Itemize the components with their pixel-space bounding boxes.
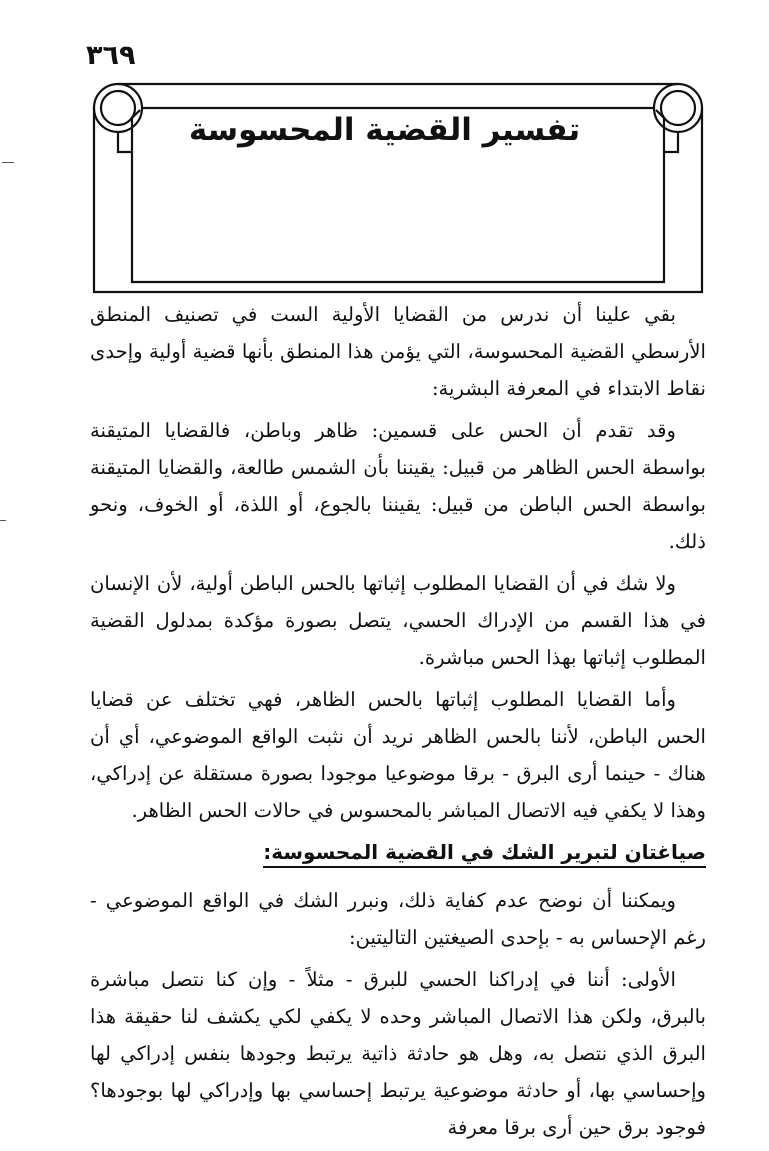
paragraph: وأما القضايا المطلوب إثباتها بالحس الظاهر، فهي تختلف عن قضايا الحس الباطن، لأننا بالحس الظاهر نريد أن نثبت الواقع الموضوعي، أي أن هناك - حينما أرى البرق - برقا موضوعيا موجودا بصورة مستقلة عن إدراكي، وهذا لا يكفي فيه الاتصال المباشر بالمحسوس في حالات الحس الظاهر. [90,688,706,822]
page-number: ٣٦٩ [86,40,136,71]
paragraph: بقي علينا أن ندرس من القضايا الأولية الست في تصنيف المنطق الأرسطي القضية المحسوسة، التي يؤمن هذا المنطق بأنها قضية أولية وإحدى نقاط الابتداء في المعرفة البشرية: [90,303,706,400]
section-heading-text: صياغتان لتبرير الشك في القضية المحسوسة: [263,840,706,868]
paragraph: ويمكننا أن نوضح عدم كفاية ذلك، ونبرر الشك في الواقع الموضوعي - رغم الإحساس به - بإحدى الصيغتين التاليتين: [90,889,706,949]
ornamental-frame-icon [88,70,708,295]
section-heading [90,834,706,871]
paragraph: الأولى: أننا في إدراكنا الحسي للبرق - مثلاً - وإن كنا نتصل مباشرة بالبرق، ولكن هذا الاتصال المباشر وحده لا يكفي لكي يكشف لنا حقيقة هذا البرق الذي نتصل به، وهل هو حادثة ذاتية يرتبط وجودها بنفس إدراكي لها وإحساسي بها، أو حادثة موضوعية يرتبط إحساسي بها وإدراكي لها بوجودها؟ فوجود برق حين أرى برقا معرفة [90,968,706,1139]
margin-mark [2,162,14,163]
paragraph: ولا شك في أن القضايا المطلوب إثباتها بالحس الباطن أولية، لأن الإنسان في هذا القسم من الإدراك الحسي، يتصل بصورة مؤكدة بمدلول القضية المطلوب إثباتها بهذا الحس مباشرة. [90,572,706,669]
margin-mark [0,520,6,521]
chapter-title-frame [88,70,708,295]
paragraph: وقد تقدم أن الحس على قسمين: ظاهر وباطن، فالقضايا المتيقنة بواسطة الحس الظاهر من قبيل: يقيننا بأن الشمس طالعة، والقضايا المتيقنة بواسطة الحس الباطن من قبيل: يقيننا بالجوع، أو اللذة، أو الخوف، ونحو ذلك. [90,419,706,553]
chapter-title: تفسير القضية المحسوسة [188,112,581,148]
main-text [90,296,706,1151]
